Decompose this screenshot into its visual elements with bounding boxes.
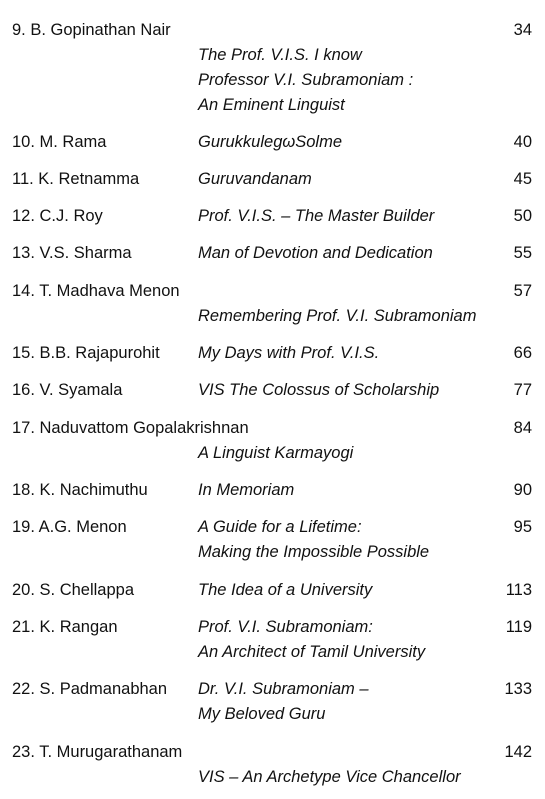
- toc-line: [0, 640, 545, 665]
- article-title: VIS – An Archetype Vice Chancellor: [198, 768, 461, 786]
- author-name: 16. V. Syamala: [12, 381, 123, 399]
- author-name: 23. T. Murugarathanam: [12, 743, 183, 761]
- article-title: A Linguist Karmayogi: [198, 444, 354, 462]
- toc-entry: [0, 241, 545, 266]
- toc-line: [0, 93, 545, 118]
- toc-line: [0, 304, 545, 329]
- toc-entry: [0, 378, 545, 403]
- toc-entry: [0, 130, 545, 155]
- toc-line: [0, 241, 545, 266]
- toc-entry: [0, 578, 545, 603]
- page-number: 55: [513, 244, 532, 262]
- article-title: Guruvandanam: [198, 170, 312, 188]
- author-name: 19. A.G. Menon: [12, 518, 127, 536]
- author-name: 20. S. Chellappa: [12, 581, 135, 599]
- article-title: Man of Devotion and Dedication: [198, 244, 433, 262]
- article-title: Professor V.I. Subramoniam :: [198, 71, 414, 89]
- page-number: 84: [513, 419, 532, 437]
- article-title: The Idea of a University: [198, 581, 373, 599]
- page-number: 40: [513, 133, 532, 151]
- article-title: In Memoriam: [198, 481, 295, 499]
- toc-line: [0, 615, 545, 640]
- page-number: 133: [504, 680, 532, 698]
- toc-entry: [0, 615, 545, 665]
- toc-line: [0, 702, 545, 727]
- toc-line: [0, 341, 545, 366]
- toc-entry: [0, 515, 545, 565]
- author-name: 11. K. Retnamma: [12, 170, 140, 188]
- page-number: 77: [513, 381, 532, 399]
- toc-line: [0, 515, 545, 540]
- toc-line: [0, 68, 545, 93]
- author-name: 9. B. Gopinathan Nair: [12, 21, 171, 39]
- toc-line: [0, 279, 545, 304]
- page-number: 34: [513, 21, 532, 39]
- page-number: 113: [505, 581, 532, 599]
- author-name: 22. S. Padmanabhan: [12, 680, 168, 698]
- article-title: VIS The Colossus of Scholarship: [198, 381, 440, 399]
- toc-line: [0, 167, 545, 192]
- page-number: 50: [513, 207, 532, 225]
- page-number: 90: [513, 481, 532, 499]
- author-name: 13. V.S. Sharma: [12, 244, 132, 262]
- page-number: 95: [513, 518, 532, 536]
- page-number: 57: [513, 282, 532, 300]
- page-number: 66: [513, 344, 532, 362]
- author-name: 17. Naduvattom Gopalakrishnan: [12, 419, 249, 437]
- toc-entry: [0, 204, 545, 229]
- toc-entry: [0, 478, 545, 503]
- article-title: Prof. V.I.S. – The Master Builder: [198, 207, 435, 225]
- toc-entry: [0, 677, 545, 727]
- toc-line: [0, 416, 545, 441]
- article-title: Dr. V.I. Subramoniam –: [198, 680, 369, 698]
- toc-entry: [0, 167, 545, 192]
- author-name: 14. T. Madhava Menon: [12, 282, 180, 300]
- author-name: 21. K. Rangan: [12, 618, 118, 636]
- article-title: Prof. V.I. Subramoniam:: [198, 618, 373, 636]
- page-number: 45: [513, 170, 532, 188]
- toc-line: [0, 18, 545, 43]
- toc-entry: [0, 18, 545, 118]
- toc-line: [0, 478, 545, 503]
- toc-line: [0, 43, 545, 68]
- article-title: GurukkulegωSolme: [198, 133, 342, 151]
- article-title: My Beloved Guru: [198, 705, 326, 723]
- author-name: 10. M. Rama: [12, 133, 107, 151]
- toc-line: [0, 677, 545, 702]
- article-title: An Eminent Linguist: [198, 96, 345, 114]
- toc-line: [0, 765, 545, 790]
- toc-line: [0, 578, 545, 603]
- toc-line: [0, 378, 545, 403]
- toc-entry: [0, 740, 545, 790]
- author-name: 18. K. Nachimuthu: [12, 481, 148, 499]
- toc-line: [0, 130, 545, 155]
- page-number: 119: [505, 618, 532, 636]
- article-title: The Prof. V.I.S. I know: [198, 46, 362, 64]
- toc-entry: [0, 341, 545, 366]
- toc-entry: [0, 416, 545, 466]
- article-title: An Architect of Tamil University: [198, 643, 426, 661]
- toc-line: [0, 740, 545, 765]
- article-title: A Guide for a Lifetime:: [198, 518, 362, 536]
- article-title: Making the Impossible Possible: [198, 543, 430, 561]
- toc-line: [0, 441, 545, 466]
- author-name: 15. B.B. Rajapurohit: [12, 344, 160, 362]
- article-title: Remembering Prof. V.I. Subramoniam: [198, 307, 477, 325]
- author-name: 12. C.J. Roy: [12, 207, 103, 225]
- toc-line: [0, 204, 545, 229]
- toc-entry: [0, 279, 545, 329]
- toc-line: [0, 540, 545, 565]
- article-title: My Days with Prof. V.I.S.: [198, 344, 380, 362]
- page-number: 142: [504, 743, 532, 761]
